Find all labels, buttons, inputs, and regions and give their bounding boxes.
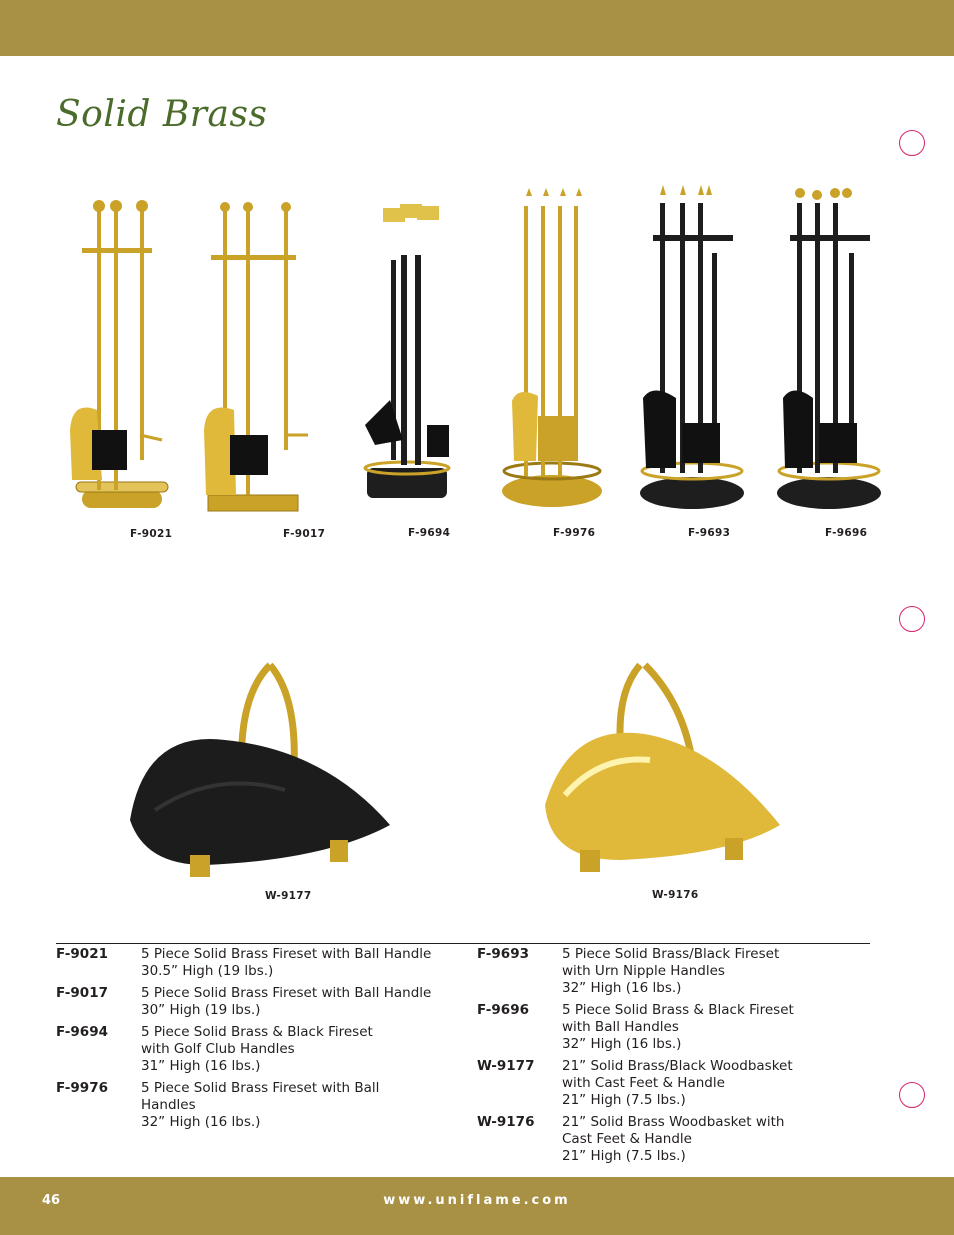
spec-line: 30” High (19 lbs.)	[141, 1002, 261, 1018]
fireset-image-f9017	[196, 195, 316, 515]
spec-list-left	[56, 946, 456, 1136]
fireset-image-f9021	[62, 190, 172, 515]
page-number: 46	[42, 1193, 61, 1208]
spec-line: 30.5” High (19 lbs.)	[141, 963, 274, 979]
woodbasket-image-w9177	[125, 660, 400, 885]
spec-line: 21” High (7.5 lbs.)	[562, 1148, 686, 1164]
spec-code: F-9693	[477, 946, 529, 962]
product-caption: F-9693	[688, 527, 731, 539]
spec-item	[56, 985, 456, 1019]
spec-item	[56, 1080, 456, 1131]
spec-line: 21” Solid Brass Woodbasket with	[562, 1114, 785, 1130]
fireset-image-f9976	[498, 186, 608, 511]
spec-line: 31” High (16 lbs.)	[141, 1058, 261, 1074]
divider	[56, 943, 870, 944]
page-title: Solid Brass	[56, 94, 268, 135]
spec-line: 5 Piece Solid Brass Fireset with Ball Handle	[141, 985, 432, 1001]
spec-item	[477, 946, 877, 997]
product-caption: F-9017	[283, 528, 326, 540]
spec-line: with Cast Feet & Handle	[562, 1075, 725, 1091]
spec-code: W-9176	[477, 1114, 535, 1130]
spec-code: F-9017	[56, 985, 108, 1001]
spec-line: 32” High (16 lbs.)	[141, 1114, 261, 1130]
spec-code: F-9021	[56, 946, 108, 962]
spec-item	[56, 946, 456, 980]
website-link[interactable]: www.uniflame.com	[383, 1193, 571, 1208]
spec-line: 5 Piece Solid Brass Fireset with Ball Handle	[141, 946, 432, 962]
spec-line: 5 Piece Solid Brass & Black Fireset	[141, 1024, 373, 1040]
binder-hole-icon	[899, 130, 925, 156]
spec-code: F-9976	[56, 1080, 108, 1096]
binder-hole-icon	[899, 606, 925, 632]
spec-line: 5 Piece Solid Brass/Black Fireset	[562, 946, 780, 962]
product-caption: F-9976	[553, 527, 596, 539]
product-caption: W-9176	[652, 889, 699, 901]
spec-item	[56, 1024, 456, 1075]
spec-item	[477, 1058, 877, 1109]
spec-code: W-9177	[477, 1058, 535, 1074]
product-caption: F-9021	[130, 528, 173, 540]
spec-line: Handles	[141, 1097, 196, 1113]
product-caption: F-9694	[408, 527, 451, 539]
spec-line: with Urn Nipple Handles	[562, 963, 725, 979]
spec-line: with Ball Handles	[562, 1019, 679, 1035]
spec-line: with Golf Club Handles	[141, 1041, 295, 1057]
product-caption: F-9696	[825, 527, 868, 539]
spec-item	[477, 1002, 877, 1053]
spec-line: 5 Piece Solid Brass Fireset with Ball	[141, 1080, 380, 1096]
spec-line: 32” High (16 lbs.)	[562, 980, 682, 996]
spec-item	[477, 1114, 877, 1165]
spec-list-right	[477, 946, 877, 1170]
spec-code: F-9696	[477, 1002, 529, 1018]
fireset-image-f9694	[355, 200, 460, 505]
spec-line: 32” High (16 lbs.)	[562, 1036, 682, 1052]
product-caption: W-9177	[265, 890, 312, 902]
binder-hole-icon	[899, 1082, 925, 1108]
woodbasket-image-w9176	[540, 660, 790, 880]
spec-line: Cast Feet & Handle	[562, 1131, 692, 1147]
spec-line: 21” Solid Brass/Black Woodbasket	[562, 1058, 793, 1074]
header-band	[0, 0, 954, 56]
fireset-image-f9696	[775, 183, 885, 513]
spec-line: 5 Piece Solid Brass & Black Fireset	[562, 1002, 794, 1018]
spec-code: F-9694	[56, 1024, 108, 1040]
fireset-image-f9693	[638, 183, 748, 513]
spec-line: 21” High (7.5 lbs.)	[562, 1092, 686, 1108]
